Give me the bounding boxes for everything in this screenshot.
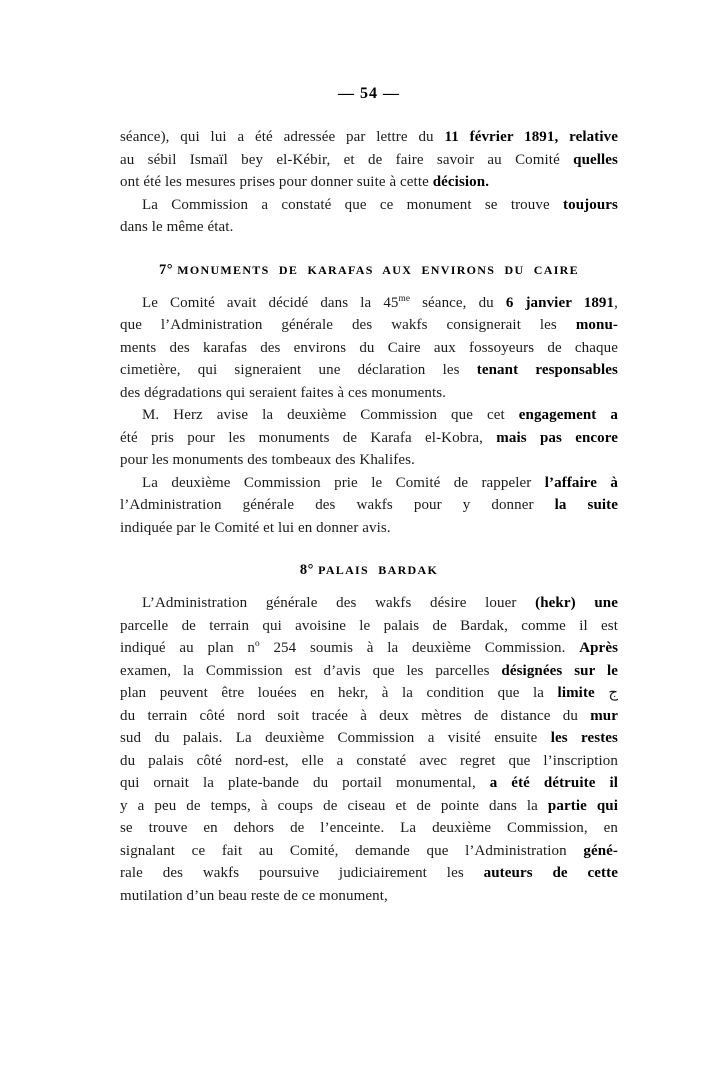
text-line: signalant ce fait au Comité, demande que l’Administration géné- xyxy=(120,842,618,859)
page-number: — 54 — xyxy=(338,85,400,102)
text-line: qui ornait la plate-bande du portail monumental, a été détruite il xyxy=(120,775,618,791)
text-line: du terrain côté nord soit tracée à deux mètres de distance du mur xyxy=(120,707,618,724)
text-line: séance), qui lui a été adressée par lettre du 11 février 1891, relative xyxy=(120,129,618,145)
text-line: dans le même état. xyxy=(120,219,234,235)
text-line: Le Comité avait décidé dans la $45^{me}$ séance, du 6 janvier 1891, xyxy=(142,293,618,311)
text-line: ments des karafas des environs du Caire aux fossoyeurs de chaque xyxy=(120,339,618,356)
text-line: pour les monuments des tombeaux des Khalifes. xyxy=(120,452,415,468)
paragraph xyxy=(120,592,618,907)
text-line: sud du palais. La deuxième Commission a visité ensuite les restes xyxy=(120,730,618,746)
section-heading xyxy=(120,561,618,579)
text-line: cimetière, qui signeraient une déclaration les tenant responsables xyxy=(120,362,618,378)
section-heading xyxy=(120,261,618,279)
paragraph xyxy=(120,194,618,239)
text-line: y a peu de temps, à coups de ciseau et de pointe dans la partie qui xyxy=(120,797,618,814)
section-number: 7° xyxy=(159,261,178,278)
text-line: du palais côté nord-est, elle a constaté avec regret que l’inscription xyxy=(120,752,618,769)
section-title: MONUMENTS DE KARAFAS AUX ENVIRONS DU CAIRE xyxy=(177,262,579,277)
page-content xyxy=(120,126,618,907)
text-line: L’Administration générale des wakfs désire louer (hekr) une xyxy=(142,595,618,611)
text-line: ont été les mesures prises pour donner suite à cette décision. xyxy=(120,174,490,190)
text-line: que l’Administration générale des wakfs consignerait les monu- xyxy=(120,317,618,333)
section-title: PALAIS BARDAK xyxy=(318,563,439,577)
paragraph xyxy=(120,126,618,194)
text-line: parcelle de terrain qui avoisine le palais de Bardak, comme il est xyxy=(120,617,618,634)
text-line: au sébil Ismaïl bey el-Kébir, et de faire savoir au Comité quelles xyxy=(120,151,618,168)
text-line: plan peuvent être louées en hekr, à la condition que la limite ج xyxy=(120,685,618,701)
text-line: indiqué au plan $n^o$ 254 soumis à la deuxième Commission. Après xyxy=(120,639,619,656)
text-line: La Commission a constaté que ce monument se trouve toujours xyxy=(142,196,618,213)
text-line: examen, la Commission est d’avis que les parcelles désignées sur le xyxy=(120,662,618,679)
section-number: 8° xyxy=(299,562,319,578)
text-line: indiquée par le Comité et lui en donner avis. xyxy=(120,519,391,536)
text-line: M. Herz avise la deuxième Commission que cet engagement a xyxy=(142,407,618,423)
paragraph xyxy=(120,292,618,405)
text-line: mutilation d’un beau reste de ce monument, xyxy=(120,887,388,904)
text-line: La deuxième Commission prie le Comité de rappeler l’affaire à xyxy=(142,474,619,491)
paragraph xyxy=(120,472,618,540)
text-line: se trouve en dehors de l’enceinte. La deuxième Commission, en xyxy=(120,820,618,836)
paragraph xyxy=(120,404,618,472)
text-line: des dégradations qui seraient faites à ces monuments. xyxy=(120,384,447,401)
text-line: été pris pour les monuments de Karafa el-Kobra, mais pas encore xyxy=(120,429,618,446)
text-block xyxy=(120,84,618,907)
text-line: rale des wakfs poursuive judiciairement les auteurs de cette xyxy=(120,865,618,881)
text-line: l’Administration générale des wakfs pour y donner la suite xyxy=(120,497,619,513)
